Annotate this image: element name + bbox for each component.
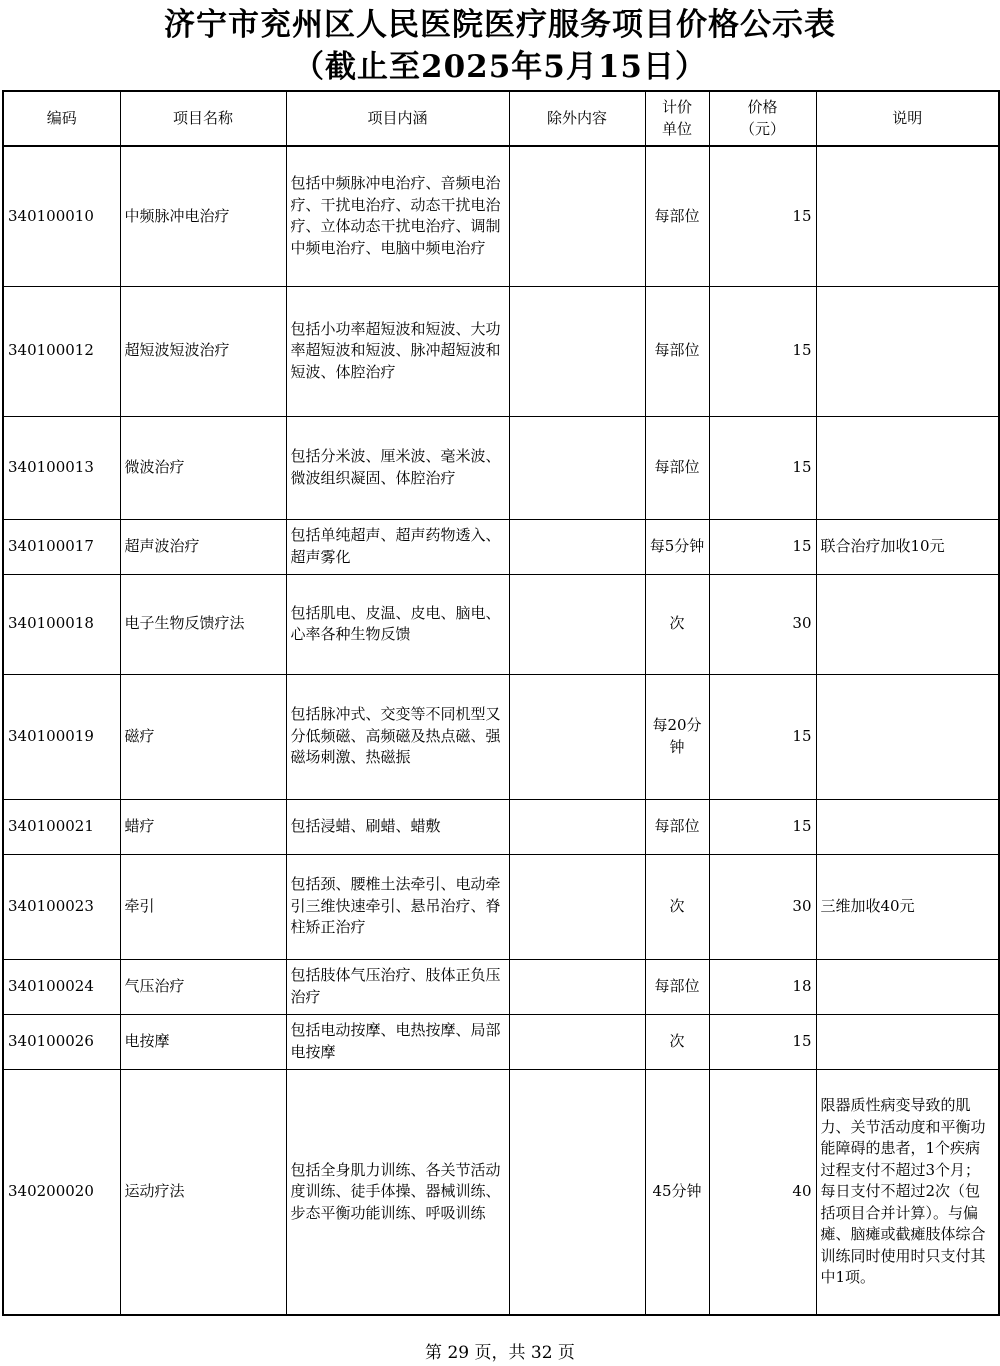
cell-price: 40 (709, 1069, 816, 1315)
cell-note (816, 1014, 999, 1069)
cell-unit: 每20分钟 (645, 674, 709, 799)
header-name: 项目名称 (120, 91, 286, 146)
cell-unit: 每5分钟 (645, 519, 709, 574)
cell-note: 联合治疗加收10元 (816, 519, 999, 574)
table-row (3, 799, 999, 854)
cell-exclusion (509, 674, 645, 799)
title-line-2: （截止至2025年5月15日） (293, 49, 707, 85)
cell-price: 15 (709, 1014, 816, 1069)
cell-note (816, 286, 999, 416)
cell-name: 超短波短波治疗 (120, 286, 286, 416)
header-row (3, 91, 999, 146)
cell-content: 包括肢体气压治疗、肢体正负压治疗 (286, 959, 509, 1014)
cell-exclusion (509, 416, 645, 519)
cell-name: 中频脉冲电治疗 (120, 146, 286, 286)
header-price-line2: （元） (739, 119, 785, 138)
cell-exclusion (509, 519, 645, 574)
cell-price: 15 (709, 519, 816, 574)
cell-price: 30 (709, 854, 816, 959)
header-price (709, 91, 816, 146)
table-row (3, 519, 999, 574)
cell-price: 30 (709, 574, 816, 674)
cell-content: 包括电动按摩、电热按摩、局部电按摩 (286, 1014, 509, 1069)
cell-code: 340100018 (3, 574, 120, 674)
table-row (3, 416, 999, 519)
cell-note (816, 146, 999, 286)
cell-code: 340100023 (3, 854, 120, 959)
cell-code: 340100019 (3, 674, 120, 799)
header-code: 编码 (3, 91, 120, 146)
cell-price: 15 (709, 286, 816, 416)
cell-code: 340100012 (3, 286, 120, 416)
cell-content: 包括肌电、皮温、皮电、脑电、心率各种生物反馈 (286, 574, 509, 674)
cell-content: 包括全身肌力训练、各关节活动度训练、徒手体操、器械训练、步态平衡功能训练、呼吸训练 (286, 1069, 509, 1315)
header-unit (645, 91, 709, 146)
price-table (2, 90, 1000, 1316)
cell-price: 18 (709, 959, 816, 1014)
table-row (3, 959, 999, 1014)
title-line-1: 济宁市兖州区人民医院医疗服务项目价格公示表 (164, 7, 836, 43)
cell-name: 磁疗 (120, 674, 286, 799)
cell-unit: 次 (645, 854, 709, 959)
header-content: 项目内涵 (286, 91, 509, 146)
cell-note (816, 674, 999, 799)
table-row (3, 1014, 999, 1069)
cell-note (816, 799, 999, 854)
cell-content: 包括浸蜡、刷蜡、蜡敷 (286, 799, 509, 854)
cell-name: 运动疗法 (120, 1069, 286, 1315)
header-note: 说明 (816, 91, 999, 146)
cell-code: 340100026 (3, 1014, 120, 1069)
header-price-line1: 价格 (747, 98, 778, 116)
cell-exclusion (509, 574, 645, 674)
cell-unit: 45分钟 (645, 1069, 709, 1315)
cell-unit: 每部位 (645, 146, 709, 286)
header-unit-line2: 单位 (661, 119, 692, 138)
cell-note (816, 416, 999, 519)
cell-content: 包括中频脉冲电治疗、音频电治疗、干扰电治疗、动态干扰电治疗、立体动态干扰电治疗、调制中频电治疗、电脑中频电治疗 (286, 146, 509, 286)
cell-name: 超声波治疗 (120, 519, 286, 574)
cell-content: 包括颈、腰椎土法牵引、电动牵引三维快速牵引、悬吊治疗、脊柱矫正治疗 (286, 854, 509, 959)
cell-exclusion (509, 1069, 645, 1315)
cell-name: 牵引 (120, 854, 286, 959)
table-row (3, 674, 999, 799)
cell-content: 包括小功率超短波和短波、大功率超短波和短波、脉冲超短波和短波、体腔治疗 (286, 286, 509, 416)
page-footer: 第 29 页，共 32 页 (425, 1343, 575, 1363)
cell-code: 340100024 (3, 959, 120, 1014)
cell-code: 340100010 (3, 146, 120, 286)
cell-code: 340100013 (3, 416, 120, 519)
cell-exclusion (509, 286, 645, 416)
cell-price: 15 (709, 146, 816, 286)
cell-exclusion (509, 1014, 645, 1069)
cell-exclusion (509, 799, 645, 854)
document-title (0, 4, 1000, 88)
table-row (3, 286, 999, 416)
cell-content: 包括脉冲式、交变等不同机型又分低频磁、高频磁及热点磁、强磁场刺激、热磁振 (286, 674, 509, 799)
cell-exclusion (509, 959, 645, 1014)
table-row (3, 1069, 999, 1315)
cell-code: 340100017 (3, 519, 120, 574)
cell-price: 15 (709, 416, 816, 519)
cell-name: 蜡疗 (120, 799, 286, 854)
cell-price: 15 (709, 674, 816, 799)
cell-unit: 次 (645, 574, 709, 674)
table-row (3, 574, 999, 674)
cell-name: 气压治疗 (120, 959, 286, 1014)
cell-name: 电子生物反馈疗法 (120, 574, 286, 674)
cell-note: 限器质性病变导致的肌力、关节活动度和平衡功能障碍的患者，1个疾病过程支付不超过3个月；每日支付不超过2次（包括项目合并计算）。与偏瘫、脑瘫或截瘫肢体综合训练同时使用时只支付其中1项。 (816, 1069, 999, 1315)
cell-content: 包括单纯超声、超声药物透入、超声雾化 (286, 519, 509, 574)
cell-exclusion (509, 146, 645, 286)
cell-name: 微波治疗 (120, 416, 286, 519)
table-row (3, 146, 999, 286)
header-exclusion: 除外内容 (509, 91, 645, 146)
cell-unit: 次 (645, 1014, 709, 1069)
cell-unit: 每部位 (645, 416, 709, 519)
table-row (3, 854, 999, 959)
cell-note (816, 959, 999, 1014)
cell-unit: 每部位 (645, 799, 709, 854)
cell-note (816, 574, 999, 674)
cell-unit: 每部位 (645, 959, 709, 1014)
cell-unit: 每部位 (645, 286, 709, 416)
cell-note: 三维加收40元 (816, 854, 999, 959)
cell-exclusion (509, 854, 645, 959)
cell-code: 340100021 (3, 799, 120, 854)
cell-price: 15 (709, 799, 816, 854)
cell-content: 包括分米波、厘米波、毫米波、微波组织凝固、体腔治疗 (286, 416, 509, 519)
cell-code: 340200020 (3, 1069, 120, 1315)
cell-name: 电按摩 (120, 1014, 286, 1069)
header-unit-line1: 计价 (661, 98, 692, 116)
